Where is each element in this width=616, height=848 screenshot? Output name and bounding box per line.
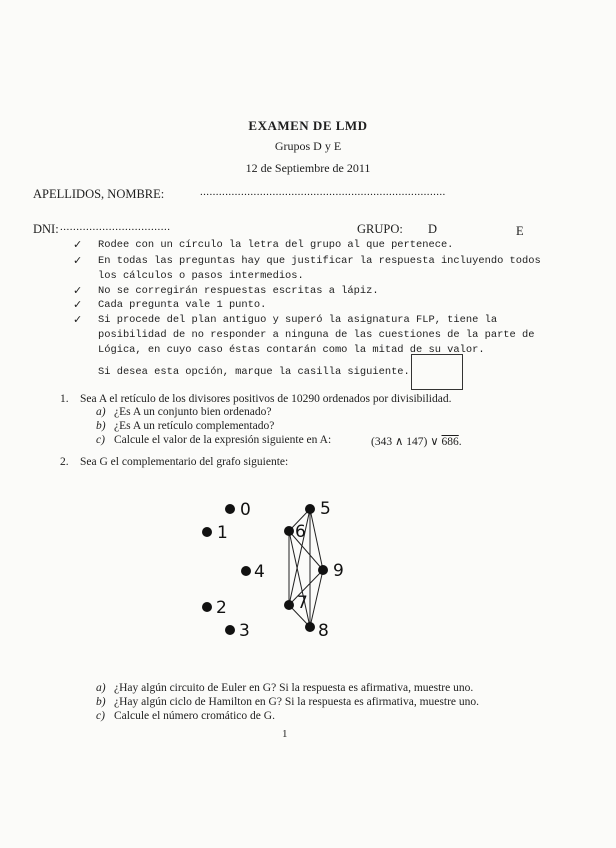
- vertex-label-7: 7: [297, 593, 308, 613]
- instruction-3: No se corregirán respuestas escritas a lápiz.: [98, 285, 379, 297]
- check-icon: ✓: [73, 254, 83, 267]
- instruction-2: En todas las preguntas hay que justificar la respuesta incluyendo todos los cálculos o pasos intermedios.: [98, 255, 541, 282]
- q1-number: 1.: [60, 393, 69, 405]
- q1-a-label: a): [96, 406, 106, 418]
- option-text: Si desea esta opción, marque la casilla siguiente.: [98, 366, 410, 378]
- name-label: APELLIDOS, NOMBRE:: [33, 187, 165, 201]
- name-dots: ..............................................................................: [200, 186, 446, 198]
- dni-dots: ..................................: [60, 221, 171, 233]
- check-icon: ✓: [73, 284, 83, 297]
- vertex-label-9: 9: [333, 561, 344, 581]
- page-number: 1: [282, 728, 288, 740]
- vertex-5: [305, 504, 315, 514]
- q2-text: Sea G el complementario del grafo siguiente:: [80, 456, 289, 468]
- q2-a-text: ¿Hay algún circuito de Euler en G? Si la respuesta es afirmativa, muestre uno.: [114, 682, 474, 694]
- check-icon: ✓: [73, 298, 83, 311]
- instruction-1: Rodee con un círculo la letra del grupo al que pertenece.: [98, 239, 454, 251]
- group-label: GRUPO:: [357, 222, 403, 236]
- vertex-label-5: 5: [320, 499, 331, 519]
- vertex-9: [318, 565, 328, 575]
- q1-a-text: ¿Es A un conjunto bien ordenado?: [114, 406, 272, 418]
- exam-date: 12 de Septiembre de 2011: [245, 161, 371, 175]
- q2-b-text: ¿Hay algún ciclo de Hamilton en G? Si la respuesta es afirmativa, muestre uno.: [114, 696, 480, 708]
- instruction-4: Cada pregunta vale 1 punto.: [98, 299, 267, 311]
- vertex-7: [284, 600, 294, 610]
- q2-c-label: c): [96, 710, 105, 722]
- dni-label: DNI:: [33, 222, 59, 236]
- q2-a-label: a): [96, 682, 106, 694]
- vertex-label-8: 8: [318, 621, 329, 641]
- q1-c-label: c): [96, 434, 105, 446]
- group-e: E: [516, 224, 524, 238]
- vertex-4: [241, 566, 251, 576]
- q2-c-text: Calcule el número cromático de G.: [114, 710, 275, 722]
- vertex-2: [202, 602, 212, 612]
- vertex-1: [202, 527, 212, 537]
- vertex-3: [225, 625, 235, 635]
- vertex-label-2: 2: [216, 598, 227, 618]
- vertex-label-6: 6: [295, 522, 306, 542]
- q2-b-label: b): [96, 696, 106, 708]
- q1-c-expression: (343 ∧ 147) ∨ 686.: [371, 436, 462, 448]
- q1-b-label: b): [96, 420, 106, 432]
- vertex-0: [225, 504, 235, 514]
- group-d: D: [428, 222, 438, 236]
- q2-number: 2.: [60, 456, 69, 468]
- vertex-label-4: 4: [254, 562, 265, 582]
- vertex-label-0: 0: [240, 500, 251, 520]
- q1-text: Sea A el retículo de los divisores positivos de 10290 ordenados por divisibilidad.: [80, 393, 452, 405]
- q1-b-text: ¿Es A un retículo complementado?: [114, 420, 275, 432]
- edge-8-9: [310, 570, 323, 627]
- vertex-label-1: 1: [217, 523, 228, 543]
- q1-c-text: Calcule el valor de la expresión siguiente en A:: [114, 434, 332, 446]
- check-icon: ✓: [73, 313, 83, 326]
- exam-groups: Grupos D y E: [274, 139, 342, 153]
- vertex-6: [284, 526, 294, 536]
- vertex-label-3: 3: [239, 621, 250, 641]
- instruction-5: Si procede del plan antiguo y superó la asignatura FLP, tiene la posibilidad de no responder a ninguna de las cuestiones de la parte de Lógica, en cuyo caso éstas contarán como la mitad de su valor.: [98, 314, 535, 356]
- check-icon: ✓: [73, 238, 83, 251]
- exam-title: EXAMEN DE LMD: [248, 118, 368, 133]
- vertex-8: [305, 622, 315, 632]
